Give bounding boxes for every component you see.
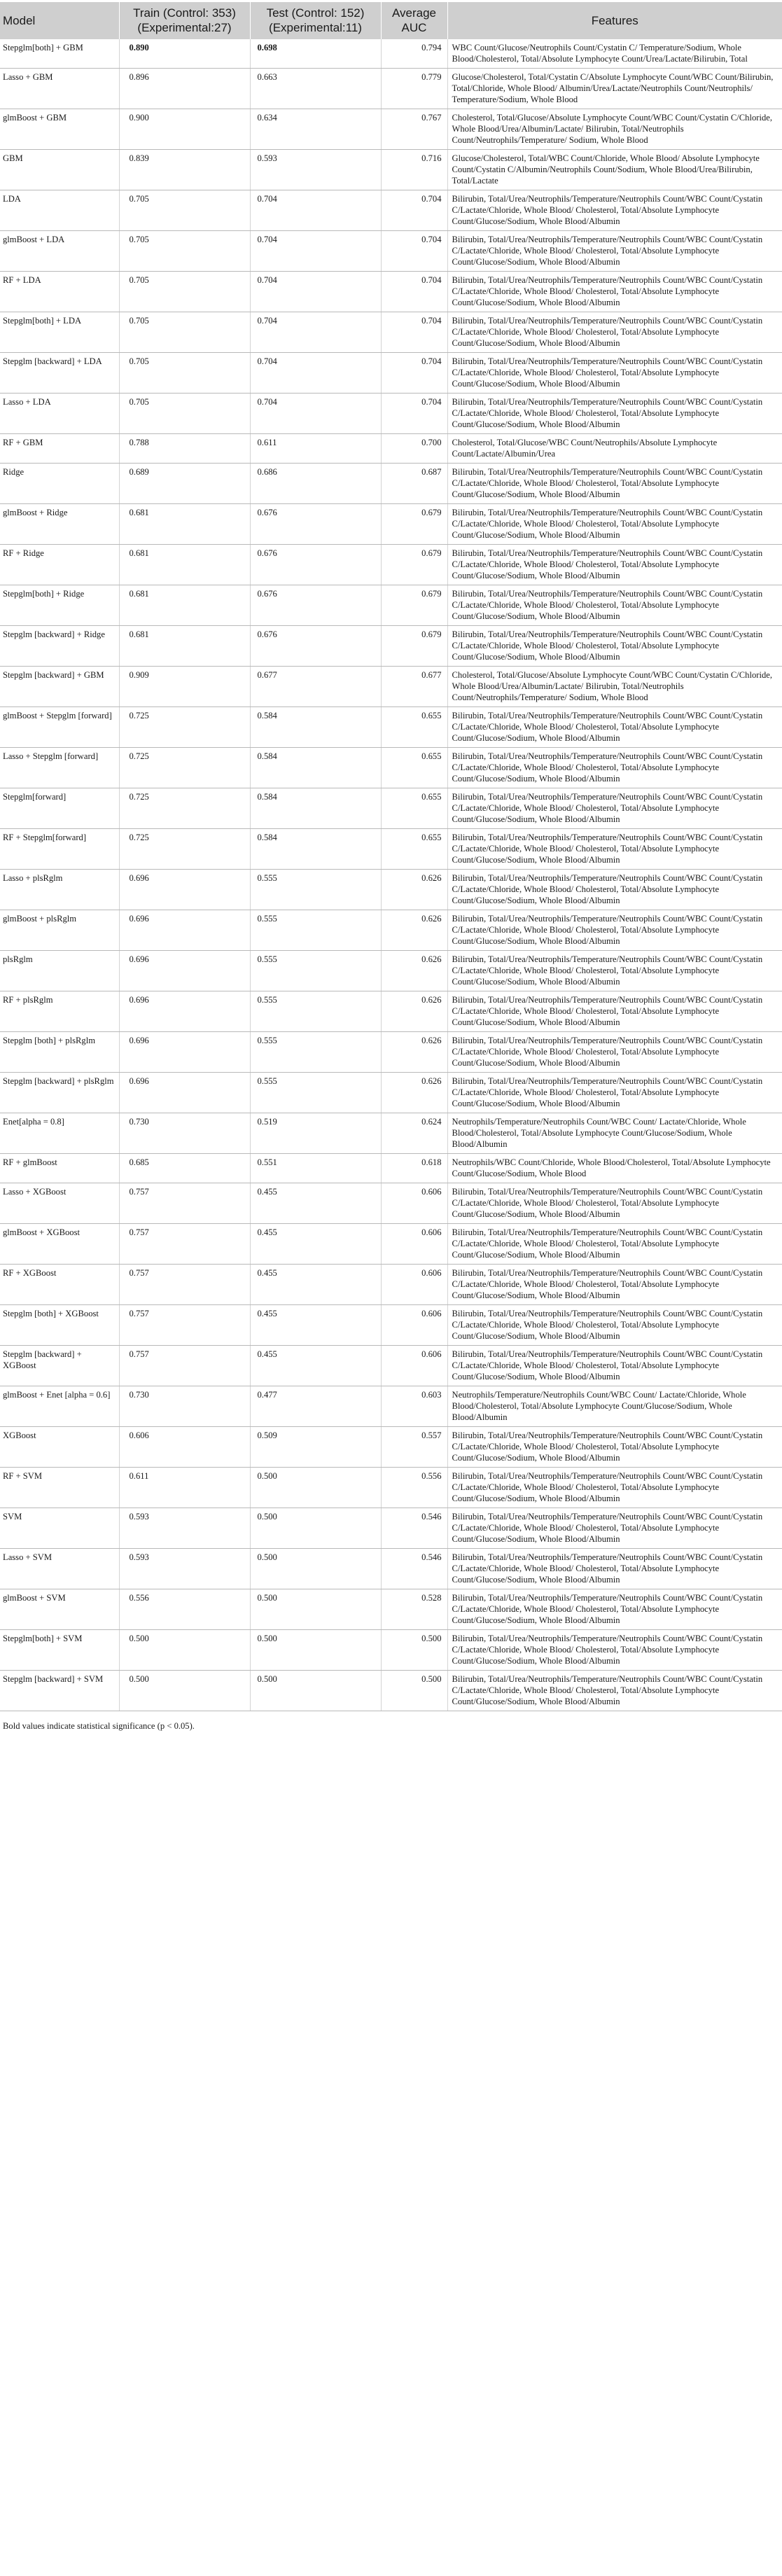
cell-model: Stepglm [backward] + XGBoost	[0, 1346, 119, 1386]
cell-train: 0.696	[119, 991, 250, 1032]
table-row	[0, 585, 782, 626]
cell-average-auc: 0.618	[381, 1154, 447, 1183]
cell-train: 0.500	[119, 1671, 250, 1711]
cell-train: 0.757	[119, 1183, 250, 1224]
cell-model: Stepglm[forward]	[0, 788, 119, 829]
cell-train: 0.725	[119, 788, 250, 829]
table-row	[0, 353, 782, 394]
table-row	[0, 829, 782, 870]
model-results-table	[0, 2, 782, 1711]
table-row	[0, 231, 782, 272]
cell-model: RF + Ridge	[0, 545, 119, 585]
cell-features: Bilirubin, Total/Urea/Neutrophils/Temperature/Neutrophils Count/WBC Count/Cystatin C/Lactate/Chloride, Whole Blood/ Cholesterol, Total/Absolute Lymphocyte Count/Glucose/Sodium, Whole Blood/Albumin	[447, 1305, 782, 1346]
table-row	[0, 1386, 782, 1427]
cell-average-auc: 0.528	[381, 1589, 447, 1630]
cell-train: 0.705	[119, 190, 250, 231]
cell-test: 0.500	[250, 1549, 381, 1589]
cell-test: 0.704	[250, 190, 381, 231]
cell-model: Lasso + GBM	[0, 69, 119, 109]
cell-average-auc: 0.679	[381, 545, 447, 585]
cell-average-auc: 0.767	[381, 109, 447, 150]
table-row	[0, 504, 782, 545]
cell-average-auc: 0.546	[381, 1508, 447, 1549]
cell-average-auc: 0.546	[381, 1549, 447, 1589]
header-average-auc: Average AUC	[381, 2, 447, 39]
table-row	[0, 951, 782, 991]
table-row	[0, 545, 782, 585]
cell-features: WBC Count/Glucose/Neutrophils Count/Cystatin C/ Temperature/Sodium, Whole Blood/Cholesterol, Total/Absolute Lymphocyte Count/Urea/Lactate/Bilirubin, Total	[447, 39, 782, 69]
cell-features: Bilirubin, Total/Urea/Neutrophils/Temperature/Neutrophils Count/WBC Count/Cystatin C/Lactate/Chloride, Whole Blood/ Cholesterol, Total/Absolute Lymphocyte Count/Glucose/Sodium, Whole Blood/Albumin	[447, 190, 782, 231]
cell-train: 0.556	[119, 1589, 250, 1630]
cell-train: 0.757	[119, 1265, 250, 1305]
cell-model: Ridge	[0, 464, 119, 504]
cell-average-auc: 0.606	[381, 1305, 447, 1346]
table-footnote: Bold values indicate statistical significance (p < 0.05).	[3, 1721, 195, 1731]
cell-features: Bilirubin, Total/Urea/Neutrophils/Temperature/Neutrophils Count/WBC Count/Cystatin C/Lactate/Chloride, Whole Blood/ Cholesterol, Total/Absolute Lymphocyte Count/Glucose/Sodium, Whole Blood/Albumin	[447, 1183, 782, 1224]
cell-train: 0.593	[119, 1508, 250, 1549]
cell-train: 0.725	[119, 829, 250, 870]
cell-train: 0.705	[119, 272, 250, 312]
cell-test: 0.704	[250, 231, 381, 272]
cell-features: Bilirubin, Total/Urea/Neutrophils/Temperature/Neutrophils Count/WBC Count/Cystatin C/Lactate/Chloride, Whole Blood/ Cholesterol, Total/Absolute Lymphocyte Count/Glucose/Sodium, Whole Blood/Albumin	[447, 626, 782, 667]
cell-average-auc: 0.606	[381, 1224, 447, 1265]
cell-features: Bilirubin, Total/Urea/Neutrophils/Temperature/Neutrophils Count/WBC Count/Cystatin C/Lactate/Chloride, Whole Blood/ Cholesterol, Total/Absolute Lymphocyte Count/Glucose/Sodium, Whole Blood/Albumin	[447, 1630, 782, 1671]
table-row	[0, 788, 782, 829]
cell-train: 0.896	[119, 69, 250, 109]
cell-train: 0.730	[119, 1386, 250, 1427]
table-row	[0, 69, 782, 109]
cell-average-auc: 0.716	[381, 150, 447, 190]
cell-features: Cholesterol, Total/Glucose/Absolute Lymphocyte Count/WBC Count/Cystatin C/Chloride, Whole Blood/Urea/Albumin/Lactate/ Bilirubin, Total/Neutrophils Count/Neutrophils/Temperature/ Sodium, Whole Blood	[447, 109, 782, 150]
cell-model: glmBoost + Ridge	[0, 504, 119, 545]
cell-model: Lasso + Stepglm [forward]	[0, 748, 119, 788]
cell-average-auc: 0.606	[381, 1346, 447, 1386]
cell-train: 0.681	[119, 585, 250, 626]
cell-features: Bilirubin, Total/Urea/Neutrophils/Temperature/Neutrophils Count/WBC Count/Cystatin C/Lactate/Chloride, Whole Blood/ Cholesterol, Total/Absolute Lymphocyte Count/Glucose/Sodium, Whole Blood/Albumin	[447, 707, 782, 748]
cell-test: 0.698	[250, 39, 381, 69]
cell-model: RF + XGBoost	[0, 1265, 119, 1305]
cell-test: 0.676	[250, 585, 381, 626]
cell-train: 0.900	[119, 109, 250, 150]
cell-features: Bilirubin, Total/Urea/Neutrophils/Temperature/Neutrophils Count/WBC Count/Cystatin C/Lactate/Chloride, Whole Blood/ Cholesterol, Total/Absolute Lymphocyte Count/Glucose/Sodium, Whole Blood/Albumin	[447, 394, 782, 434]
table-row	[0, 1549, 782, 1589]
cell-features: Bilirubin, Total/Urea/Neutrophils/Temperature/Neutrophils Count/WBC Count/Cystatin C/Lactate/Chloride, Whole Blood/ Cholesterol, Total/Absolute Lymphocyte Count/Glucose/Sodium, Whole Blood/Albumin	[447, 353, 782, 394]
cell-features: Cholesterol, Total/Glucose/Absolute Lymphocyte Count/WBC Count/Cystatin C/Chloride, Whole Blood/Urea/Albumin/Lactate/ Bilirubin, Total/Neutrophils Count/Neutrophils/Temperature/ Sodium, Whole Blood	[447, 667, 782, 707]
table-row	[0, 150, 782, 190]
cell-model: LDA	[0, 190, 119, 231]
cell-train: 0.757	[119, 1346, 250, 1386]
cell-features: Bilirubin, Total/Urea/Neutrophils/Temperature/Neutrophils Count/WBC Count/Cystatin C/Lactate/Chloride, Whole Blood/ Cholesterol, Total/Absolute Lymphocyte Count/Glucose/Sodium, Whole Blood/Albumin	[447, 991, 782, 1032]
table-row	[0, 1265, 782, 1305]
table-row	[0, 991, 782, 1032]
table-row	[0, 910, 782, 951]
cell-model: RF + GBM	[0, 434, 119, 464]
cell-model: glmBoost + SVM	[0, 1589, 119, 1630]
cell-average-auc: 0.655	[381, 748, 447, 788]
table-row	[0, 109, 782, 150]
table-row	[0, 1671, 782, 1711]
cell-model: Lasso + LDA	[0, 394, 119, 434]
cell-test: 0.455	[250, 1346, 381, 1386]
cell-test: 0.500	[250, 1671, 381, 1711]
table-row	[0, 272, 782, 312]
cell-average-auc: 0.606	[381, 1183, 447, 1224]
cell-features: Bilirubin, Total/Urea/Neutrophils/Temperature/Neutrophils Count/WBC Count/Cystatin C/Lactate/Chloride, Whole Blood/ Cholesterol, Total/Absolute Lymphocyte Count/Glucose/Sodium, Whole Blood/Albumin	[447, 1346, 782, 1386]
cell-average-auc: 0.606	[381, 1265, 447, 1305]
cell-features: Bilirubin, Total/Urea/Neutrophils/Temperature/Neutrophils Count/WBC Count/Cystatin C/Lactate/Chloride, Whole Blood/ Cholesterol, Total/Absolute Lymphocyte Count/Glucose/Sodium, Whole Blood/Albumin	[447, 1468, 782, 1508]
cell-test: 0.676	[250, 626, 381, 667]
cell-average-auc: 0.626	[381, 991, 447, 1032]
cell-model: Stepglm[both] + GBM	[0, 39, 119, 69]
cell-average-auc: 0.704	[381, 394, 447, 434]
cell-model: Lasso + XGBoost	[0, 1183, 119, 1224]
cell-train: 0.611	[119, 1468, 250, 1508]
cell-test: 0.455	[250, 1183, 381, 1224]
cell-test: 0.704	[250, 272, 381, 312]
cell-model: XGBoost	[0, 1427, 119, 1468]
table-row	[0, 1305, 782, 1346]
cell-model: Stepglm[both] + Ridge	[0, 585, 119, 626]
cell-model: Stepglm [backward] + plsRglm	[0, 1073, 119, 1113]
cell-average-auc: 0.655	[381, 788, 447, 829]
table-row	[0, 1073, 782, 1113]
cell-train: 0.705	[119, 231, 250, 272]
cell-test: 0.663	[250, 69, 381, 109]
cell-train: 0.696	[119, 1073, 250, 1113]
cell-model: RF + SVM	[0, 1468, 119, 1508]
table-row	[0, 748, 782, 788]
cell-features: Bilirubin, Total/Urea/Neutrophils/Temperature/Neutrophils Count/WBC Count/Cystatin C/Lactate/Chloride, Whole Blood/ Cholesterol, Total/Absolute Lymphocyte Count/Glucose/Sodium, Whole Blood/Albumin	[447, 1265, 782, 1305]
cell-test: 0.593	[250, 150, 381, 190]
cell-train: 0.705	[119, 394, 250, 434]
cell-test: 0.551	[250, 1154, 381, 1183]
cell-train: 0.681	[119, 545, 250, 585]
cell-test: 0.477	[250, 1386, 381, 1427]
cell-test: 0.500	[250, 1630, 381, 1671]
table-row	[0, 1427, 782, 1468]
cell-average-auc: 0.626	[381, 910, 447, 951]
cell-test: 0.455	[250, 1305, 381, 1346]
table-row	[0, 1183, 782, 1224]
cell-features: Bilirubin, Total/Urea/Neutrophils/Temperature/Neutrophils Count/WBC Count/Cystatin C/Lactate/Chloride, Whole Blood/ Cholesterol, Total/Absolute Lymphocyte Count/Glucose/Sodium, Whole Blood/Albumin	[447, 829, 782, 870]
cell-train: 0.606	[119, 1427, 250, 1468]
cell-average-auc: 0.677	[381, 667, 447, 707]
table-row	[0, 1630, 782, 1671]
table-row	[0, 394, 782, 434]
cell-model: glmBoost + XGBoost	[0, 1224, 119, 1265]
cell-average-auc: 0.500	[381, 1630, 447, 1671]
cell-train: 0.730	[119, 1113, 250, 1154]
cell-test: 0.634	[250, 109, 381, 150]
cell-model: Lasso + SVM	[0, 1549, 119, 1589]
cell-train: 0.757	[119, 1224, 250, 1265]
cell-train: 0.757	[119, 1305, 250, 1346]
cell-features: Glucose/Cholesterol, Total/Cystatin C/Absolute Lymphocyte Count/WBC Count/Bilirubin, Total/Chloride, Whole Blood/ Albumin/Urea/Lactate/Neutrophils Count/Neutrophils/ Temperature/Sodium, Whole Blood	[447, 69, 782, 109]
cell-features: Bilirubin, Total/Urea/Neutrophils/Temperature/Neutrophils Count/WBC Count/Cystatin C/Lactate/Chloride, Whole Blood/ Cholesterol, Total/Absolute Lymphocyte Count/Glucose/Sodium, Whole Blood/Albumin	[447, 272, 782, 312]
cell-average-auc: 0.679	[381, 585, 447, 626]
cell-model: glmBoost + GBM	[0, 109, 119, 150]
table-row	[0, 626, 782, 667]
cell-test: 0.584	[250, 829, 381, 870]
cell-test: 0.455	[250, 1265, 381, 1305]
table-row	[0, 190, 782, 231]
cell-features: Bilirubin, Total/Urea/Neutrophils/Temperature/Neutrophils Count/WBC Count/Cystatin C/Lactate/Chloride, Whole Blood/ Cholesterol, Total/Absolute Lymphocyte Count/Glucose/Sodium, Whole Blood/Albumin	[447, 312, 782, 353]
cell-train: 0.839	[119, 150, 250, 190]
cell-features: Bilirubin, Total/Urea/Neutrophils/Temperature/Neutrophils Count/WBC Count/Cystatin C/Lactate/Chloride, Whole Blood/ Cholesterol, Total/Absolute Lymphocyte Count/Glucose/Sodium, Whole Blood/Albumin	[447, 1224, 782, 1265]
cell-test: 0.704	[250, 394, 381, 434]
cell-train: 0.725	[119, 707, 250, 748]
table-header	[0, 2, 782, 39]
cell-features: Bilirubin, Total/Urea/Neutrophils/Temperature/Neutrophils Count/WBC Count/Cystatin C/Lactate/Chloride, Whole Blood/ Cholesterol, Total/Absolute Lymphocyte Count/Glucose/Sodium, Whole Blood/Albumin	[447, 1073, 782, 1113]
cell-average-auc: 0.704	[381, 190, 447, 231]
cell-train: 0.685	[119, 1154, 250, 1183]
cell-features: Glucose/Cholesterol, Total/WBC Count/Chloride, Whole Blood/ Absolute Lymphocyte Count/Cystatin C/Albumin/Neutrophils Count/Sodium, Whole Blood/Urea/Bilirubin, Total/Lactate	[447, 150, 782, 190]
cell-model: Stepglm [backward] + LDA	[0, 353, 119, 394]
cell-test: 0.584	[250, 748, 381, 788]
cell-average-auc: 0.779	[381, 69, 447, 109]
cell-test: 0.611	[250, 434, 381, 464]
cell-train: 0.593	[119, 1549, 250, 1589]
cell-average-auc: 0.687	[381, 464, 447, 504]
cell-average-auc: 0.624	[381, 1113, 447, 1154]
cell-model: GBM	[0, 150, 119, 190]
cell-features: Bilirubin, Total/Urea/Neutrophils/Temperature/Neutrophils Count/WBC Count/Cystatin C/Lactate/Chloride, Whole Blood/ Cholesterol, Total/Absolute Lymphocyte Count/Glucose/Sodium, Whole Blood/Albumin	[447, 231, 782, 272]
cell-average-auc: 0.679	[381, 504, 447, 545]
table-row	[0, 1113, 782, 1154]
cell-features: Bilirubin, Total/Urea/Neutrophils/Temperature/Neutrophils Count/WBC Count/Cystatin C/Lactate/Chloride, Whole Blood/ Cholesterol, Total/Absolute Lymphocyte Count/Glucose/Sodium, Whole Blood/Albumin	[447, 951, 782, 991]
cell-average-auc: 0.704	[381, 353, 447, 394]
cell-test: 0.555	[250, 870, 381, 910]
cell-model: Stepglm [both] + plsRglm	[0, 1032, 119, 1073]
cell-average-auc: 0.704	[381, 231, 447, 272]
table-row	[0, 39, 782, 69]
header-model: Model	[0, 2, 119, 39]
cell-features: Bilirubin, Total/Urea/Neutrophils/Temperature/Neutrophils Count/WBC Count/Cystatin C/Lactate/Chloride, Whole Blood/ Cholesterol, Total/Absolute Lymphocyte Count/Glucose/Sodium, Whole Blood/Albumin	[447, 585, 782, 626]
cell-train: 0.788	[119, 434, 250, 464]
cell-test: 0.500	[250, 1589, 381, 1630]
cell-test: 0.509	[250, 1427, 381, 1468]
cell-train: 0.681	[119, 504, 250, 545]
cell-test: 0.455	[250, 1224, 381, 1265]
cell-features: Bilirubin, Total/Urea/Neutrophils/Temperature/Neutrophils Count/WBC Count/Cystatin C/Lactate/Chloride, Whole Blood/ Cholesterol, Total/Absolute Lymphocyte Count/Glucose/Sodium, Whole Blood/Albumin	[447, 1032, 782, 1073]
table-row	[0, 707, 782, 748]
cell-train: 0.890	[119, 39, 250, 69]
cell-model: Stepglm [backward] + GBM	[0, 667, 119, 707]
cell-average-auc: 0.626	[381, 951, 447, 991]
cell-test: 0.555	[250, 1032, 381, 1073]
cell-features: Neutrophils/WBC Count/Chloride, Whole Blood/Cholesterol, Total/Absolute Lymphocyte Count/Glucose/Sodium, Whole Blood	[447, 1154, 782, 1183]
cell-model: Stepglm [backward] + Ridge	[0, 626, 119, 667]
cell-train: 0.696	[119, 951, 250, 991]
cell-train: 0.500	[119, 1630, 250, 1671]
cell-test: 0.555	[250, 1073, 381, 1113]
table-row	[0, 1468, 782, 1508]
cell-average-auc: 0.556	[381, 1468, 447, 1508]
cell-train: 0.705	[119, 353, 250, 394]
table-row	[0, 870, 782, 910]
cell-test: 0.500	[250, 1468, 381, 1508]
cell-model: Enet[alpha = 0.8]	[0, 1113, 119, 1154]
cell-features: Bilirubin, Total/Urea/Neutrophils/Temperature/Neutrophils Count/WBC Count/Cystatin C/Lactate/Chloride, Whole Blood/ Cholesterol, Total/Absolute Lymphocyte Count/Glucose/Sodium, Whole Blood/Albumin	[447, 1671, 782, 1711]
table-row	[0, 1589, 782, 1630]
cell-model: Stepglm[both] + SVM	[0, 1630, 119, 1671]
cell-test: 0.686	[250, 464, 381, 504]
table-row	[0, 1224, 782, 1265]
cell-features: Bilirubin, Total/Urea/Neutrophils/Temperature/Neutrophils Count/WBC Count/Cystatin C/Lactate/Chloride, Whole Blood/ Cholesterol, Total/Absolute Lymphocyte Count/Glucose/Sodium, Whole Blood/Albumin	[447, 748, 782, 788]
table-row	[0, 1032, 782, 1073]
cell-average-auc: 0.500	[381, 1671, 447, 1711]
cell-model: SVM	[0, 1508, 119, 1549]
cell-model: Lasso + plsRglm	[0, 870, 119, 910]
cell-features: Bilirubin, Total/Urea/Neutrophils/Temperature/Neutrophils Count/WBC Count/Cystatin C/Lactate/Chloride, Whole Blood/ Cholesterol, Total/Absolute Lymphocyte Count/Glucose/Sodium, Whole Blood/Albumin	[447, 910, 782, 951]
cell-model: Stepglm[both] + LDA	[0, 312, 119, 353]
cell-test: 0.677	[250, 667, 381, 707]
cell-model: RF + plsRglm	[0, 991, 119, 1032]
header-train: Train (Control: 353) (Experimental:27)	[119, 2, 250, 39]
cell-train: 0.696	[119, 1032, 250, 1073]
cell-test: 0.676	[250, 504, 381, 545]
cell-test: 0.704	[250, 312, 381, 353]
cell-train: 0.681	[119, 626, 250, 667]
cell-model: glmBoost + Stepglm [forward]	[0, 707, 119, 748]
cell-test: 0.555	[250, 910, 381, 951]
cell-model: RF + Stepglm[forward]	[0, 829, 119, 870]
cell-test: 0.584	[250, 788, 381, 829]
table-row	[0, 1346, 782, 1386]
cell-model: glmBoost + plsRglm	[0, 910, 119, 951]
cell-average-auc: 0.626	[381, 1073, 447, 1113]
cell-train: 0.705	[119, 312, 250, 353]
cell-test: 0.584	[250, 707, 381, 748]
cell-features: Cholesterol, Total/Glucose/WBC Count/Neutrophils/Absolute Lymphocyte Count/Lactate/Albumin/Urea	[447, 434, 782, 464]
table-row	[0, 667, 782, 707]
cell-average-auc: 0.557	[381, 1427, 447, 1468]
cell-test: 0.676	[250, 545, 381, 585]
cell-average-auc: 0.626	[381, 870, 447, 910]
table-row	[0, 1154, 782, 1183]
cell-train: 0.689	[119, 464, 250, 504]
cell-features: Neutrophils/Temperature/Neutrophils Count/WBC Count/ Lactate/Chloride, Whole Blood/Cholesterol, Total/Absolute Lymphocyte Count/Glucose/Sodium, Whole Blood/Albumin	[447, 1113, 782, 1154]
cell-model: glmBoost + LDA	[0, 231, 119, 272]
cell-features: Bilirubin, Total/Urea/Neutrophils/Temperature/Neutrophils Count/WBC Count/Cystatin C/Lactate/Chloride, Whole Blood/ Cholesterol, Total/Absolute Lymphocyte Count/Glucose/Sodium, Whole Blood/Albumin	[447, 1589, 782, 1630]
cell-features: Bilirubin, Total/Urea/Neutrophils/Temperature/Neutrophils Count/WBC Count/Cystatin C/Lactate/Chloride, Whole Blood/ Cholesterol, Total/Absolute Lymphocyte Count/Glucose/Sodium, Whole Blood/Albumin	[447, 1508, 782, 1549]
cell-model: glmBoost + Enet [alpha = 0.6]	[0, 1386, 119, 1427]
cell-test: 0.555	[250, 951, 381, 991]
cell-train: 0.725	[119, 748, 250, 788]
cell-features: Bilirubin, Total/Urea/Neutrophils/Temperature/Neutrophils Count/WBC Count/Cystatin C/Lactate/Chloride, Whole Blood/ Cholesterol, Total/Absolute Lymphocyte Count/Glucose/Sodium, Whole Blood/Albumin	[447, 504, 782, 545]
cell-average-auc: 0.700	[381, 434, 447, 464]
cell-features: Bilirubin, Total/Urea/Neutrophils/Temperature/Neutrophils Count/WBC Count/Cystatin C/Lactate/Chloride, Whole Blood/ Cholesterol, Total/Absolute Lymphocyte Count/Glucose/Sodium, Whole Blood/Albumin	[447, 464, 782, 504]
cell-average-auc: 0.794	[381, 39, 447, 69]
table-body	[0, 39, 782, 1711]
cell-average-auc: 0.603	[381, 1386, 447, 1427]
cell-train: 0.696	[119, 910, 250, 951]
cell-test: 0.555	[250, 991, 381, 1032]
cell-features: Bilirubin, Total/Urea/Neutrophils/Temperature/Neutrophils Count/WBC Count/Cystatin C/Lactate/Chloride, Whole Blood/ Cholesterol, Total/Absolute Lymphocyte Count/Glucose/Sodium, Whole Blood/Albumin	[447, 1549, 782, 1589]
cell-features: Neutrophils/Temperature/Neutrophils Count/WBC Count/ Lactate/Chloride, Whole Blood/Cholesterol, Total/Absolute Lymphocyte Count/Glucose/Sodium, Whole Blood/Albumin	[447, 1386, 782, 1427]
cell-test: 0.500	[250, 1508, 381, 1549]
cell-average-auc: 0.655	[381, 707, 447, 748]
table-row	[0, 434, 782, 464]
cell-model: RF + LDA	[0, 272, 119, 312]
cell-model: plsRglm	[0, 951, 119, 991]
header-row	[0, 2, 782, 39]
cell-features: Bilirubin, Total/Urea/Neutrophils/Temperature/Neutrophils Count/WBC Count/Cystatin C/Lactate/Chloride, Whole Blood/ Cholesterol, Total/Absolute Lymphocyte Count/Glucose/Sodium, Whole Blood/Albumin	[447, 1427, 782, 1468]
table-row	[0, 464, 782, 504]
cell-train: 0.909	[119, 667, 250, 707]
cell-features: Bilirubin, Total/Urea/Neutrophils/Temperature/Neutrophils Count/WBC Count/Cystatin C/Lactate/Chloride, Whole Blood/ Cholesterol, Total/Absolute Lymphocyte Count/Glucose/Sodium, Whole Blood/Albumin	[447, 545, 782, 585]
cell-test: 0.704	[250, 353, 381, 394]
cell-features: Bilirubin, Total/Urea/Neutrophils/Temperature/Neutrophils Count/WBC Count/Cystatin C/Lactate/Chloride, Whole Blood/ Cholesterol, Total/Absolute Lymphocyte Count/Glucose/Sodium, Whole Blood/Albumin	[447, 788, 782, 829]
cell-model: Stepglm [backward] + SVM	[0, 1671, 119, 1711]
table-row	[0, 1508, 782, 1549]
cell-average-auc: 0.679	[381, 626, 447, 667]
cell-features: Bilirubin, Total/Urea/Neutrophils/Temperature/Neutrophils Count/WBC Count/Cystatin C/Lactate/Chloride, Whole Blood/ Cholesterol, Total/Absolute Lymphocyte Count/Glucose/Sodium, Whole Blood/Albumin	[447, 870, 782, 910]
cell-model: RF + glmBoost	[0, 1154, 119, 1183]
cell-average-auc: 0.655	[381, 829, 447, 870]
cell-test: 0.519	[250, 1113, 381, 1154]
header-test: Test (Control: 152) (Experimental:11)	[250, 2, 381, 39]
table-row	[0, 312, 782, 353]
cell-average-auc: 0.704	[381, 272, 447, 312]
cell-model: Stepglm [both] + XGBoost	[0, 1305, 119, 1346]
header-features: Features	[447, 2, 782, 39]
cell-train: 0.696	[119, 870, 250, 910]
cell-average-auc: 0.626	[381, 1032, 447, 1073]
cell-average-auc: 0.704	[381, 312, 447, 353]
